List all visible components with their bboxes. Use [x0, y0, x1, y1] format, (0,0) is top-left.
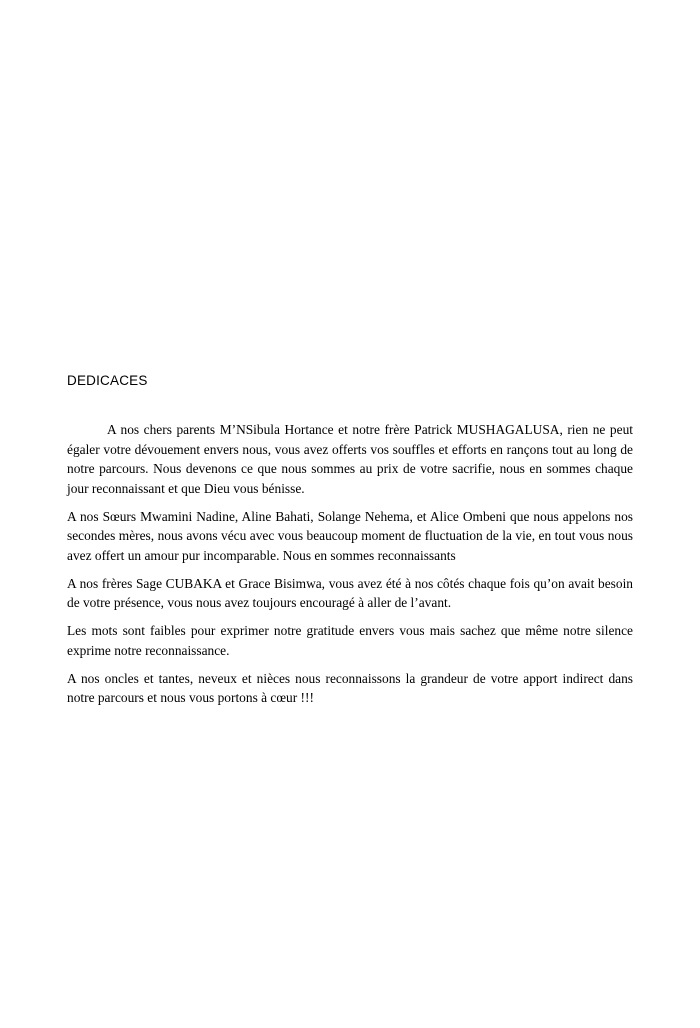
paragraph-gratitude: Les mots sont faibles pour exprimer notre gratitude envers vous mais sachez que même notre silence exprime notre reconnaissance. [67, 623, 633, 658]
paragraph-parents: A nos chers parents M’NSibula Hortance et notre frère Patrick MUSHAGALUSA, rien ne peut égaler votre dévouement envers nous, vous avez offerts vos souffles et efforts en rançons tout au long de notre parcours. Nous devenons ce que nous sommes au prix de votre sacrifie, nous en sommes chaque jour reconnaissant et que Dieu vous bénisse. [67, 422, 633, 496]
dedication-body [67, 420, 633, 716]
paragraph-brothers: A nos frères Sage CUBAKA et Grace Bisimwa, vous avez été à nos côtés chaque fois qu’on avait besoin de votre présence, vous nous avez toujours encouragé à aller de l’avant. [67, 575, 633, 610]
page-title: DEDICACES [67, 373, 148, 388]
paragraph-family: A nos oncles et tantes, neveux et nièces nous reconnaissons la grandeur de votre apport indirect dans notre parcours et nous vous portons à cœur !!! [67, 670, 633, 705]
paragraph-sisters: A nos Sœurs Mwamini Nadine, Aline Bahati, Solange Nehema, et Alice Ombeni que nous appelons nos secondes mères, nous avons vécu avec vous beaucoup moment de fluctuation de la vie, en tout vous nous avez offert un amour pur incomparable. Nous en sommes reconnaissants [67, 508, 633, 563]
